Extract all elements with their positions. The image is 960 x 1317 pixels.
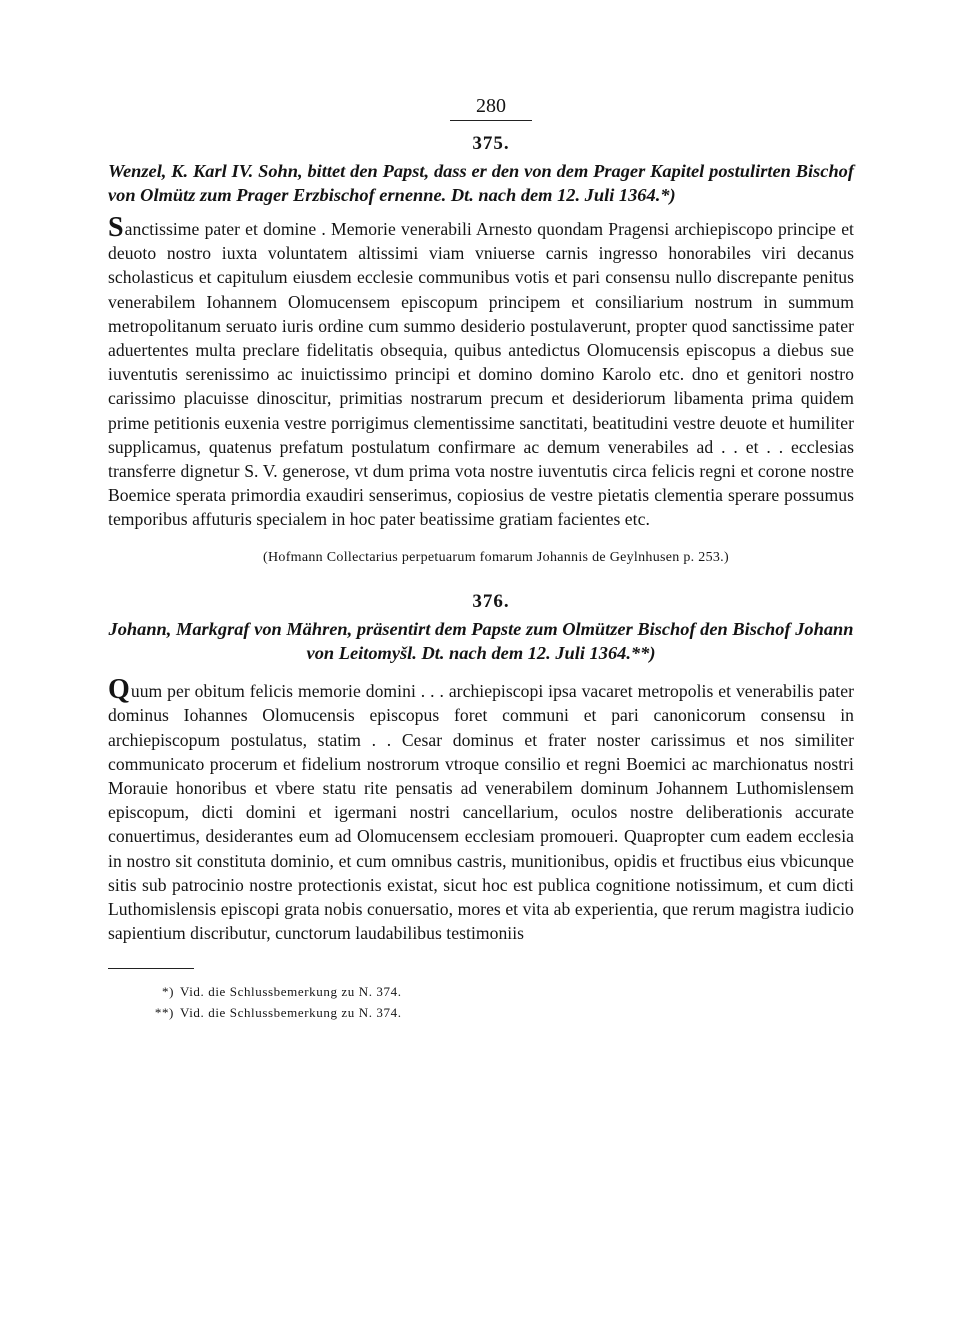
document-body-text: uum per obitum felicis memorie domini . . . archiepiscopi ipsa vacaret metropolis et venerabilis pater dominus Iohannes Olomucensis episcopus foret communi et pari canonicorum consensu in archiepiscopum postulatus, statim . . Cesar dominus et frater noster carissimus et nos similiter communicato procerum et fidelium nostrorum vtroque consilio et regni Boemici ac marchionatus nostri Morauie honoribus et vbere statu rite pensatis ad venerabilem dominum Johannem Luthomislensem episcopum, dicti domini et igermani nostri cancellarium, oculos nostre deliberationis accurate conuertimus, desiderantes eum ad Olomucensem ecclesiam promoueri. Quapropter cum eadem ecclesia in nostro sit constituta dominio, et cum omnibus castris, munitionibus, opidis et fructibus eius vbicunque sitis sub patrocinio nostre protectionis existat, sicut hoc est publica cognitione notissimum, et cum dicti Luthomislensis episcopi grata nobis conuersatio, mores et vita ab experientia, que rerum magistra iudicio sapientium discributur, cunctorum laudabilibus testimoniis	[108, 681, 854, 944]
document-number: 376.	[472, 591, 510, 613]
document-entry-376	[108, 591, 854, 945]
document-heading: Johann, Markgraf von Mähren, präsentirt dem Papste zum Olmützer Bischof den Bischof Johann von Leitomyšl. Dt. nach dem 12. Juli 1364.**)	[108, 619, 854, 664]
source-citation: (Hofmann Collectarius perpetuarum fomarum Johannis de Geylnhusen p. 253.)	[263, 550, 729, 566]
footnote-text: Vid. die Schlussbemerkung zu N. 374.	[180, 1005, 402, 1021]
page-number-rule	[450, 120, 532, 121]
footnote-rule	[108, 968, 194, 969]
footnote-marker: **)	[154, 1005, 174, 1021]
document-heading: Wenzel, K. Karl IV. Sohn, bittet den Papst, dass er den von dem Prager Kapitel postulirten Bischof von Olmütz zum Prager Erzbischof ernenne. Dt. nach dem 12. Juli 1364.*)	[108, 161, 854, 205]
document-entry-375	[108, 133, 854, 567]
footnote-marker: *)	[161, 984, 174, 1000]
document-number: 375.	[472, 133, 510, 154]
footnote-text: Vid. die Schlussbemerkung zu N. 374.	[180, 984, 402, 1000]
footnote	[108, 981, 854, 1002]
drop-initial: Q	[108, 674, 130, 706]
drop-initial: S	[108, 212, 124, 243]
document-body	[108, 674, 854, 945]
document-body	[108, 212, 854, 532]
footnote	[108, 1002, 854, 1023]
document-body-text: anctissime pater et domine . Memorie venerabili Arnesto quondam Pragensi archiepiscopo principe et deuoto nostro iuxta voluntatem altissimi viam vniuerse carnis ingresso honorabiles viri decanus scholasticus et capitulum eiusdem ecclesie communibus votis et pari consensu nullo discrepante penitus venerabilem Iohannem Olomucensem episcopum principem et consiliarium nostrum in summum metropolitanum seruato iuris ordine cum summo desiderio postulaverunt, propter quod sanctissime pater aduertentes multa preclare fidelitatis obsequia, quibus antedictus Olomucensis episcopus a diebus sue iuventutis serenissimo ac inuictissimo principi et domino domino Karolo etc. dno et genitori nostro carissimo placuisse dinoscitur, primitias nostrarum precum et desideriorum libamenta prima quidem prime petitionis euxenia vestre porrigimus clementissime sanctitati, beatitudini vestre deuote et humiliter supplicamus, quatenus prefatum postulatum confirmare ac demum venerabiles ad . . et . . ecclesias transferre dignetur S. V. generose, vt dum prima vota nostre iuventutis circa felicis regni et corone nostre Boemice sperata primordia exaudiri senserimus, copiosius de vestre pietatis clementia sperare possumus temporibus affuturis specialem in hoc pater beatissime gratiam facientes etc.	[108, 219, 854, 530]
footnotes	[108, 981, 854, 1023]
document-page	[108, 94, 854, 1023]
page-number: 280	[476, 95, 506, 117]
